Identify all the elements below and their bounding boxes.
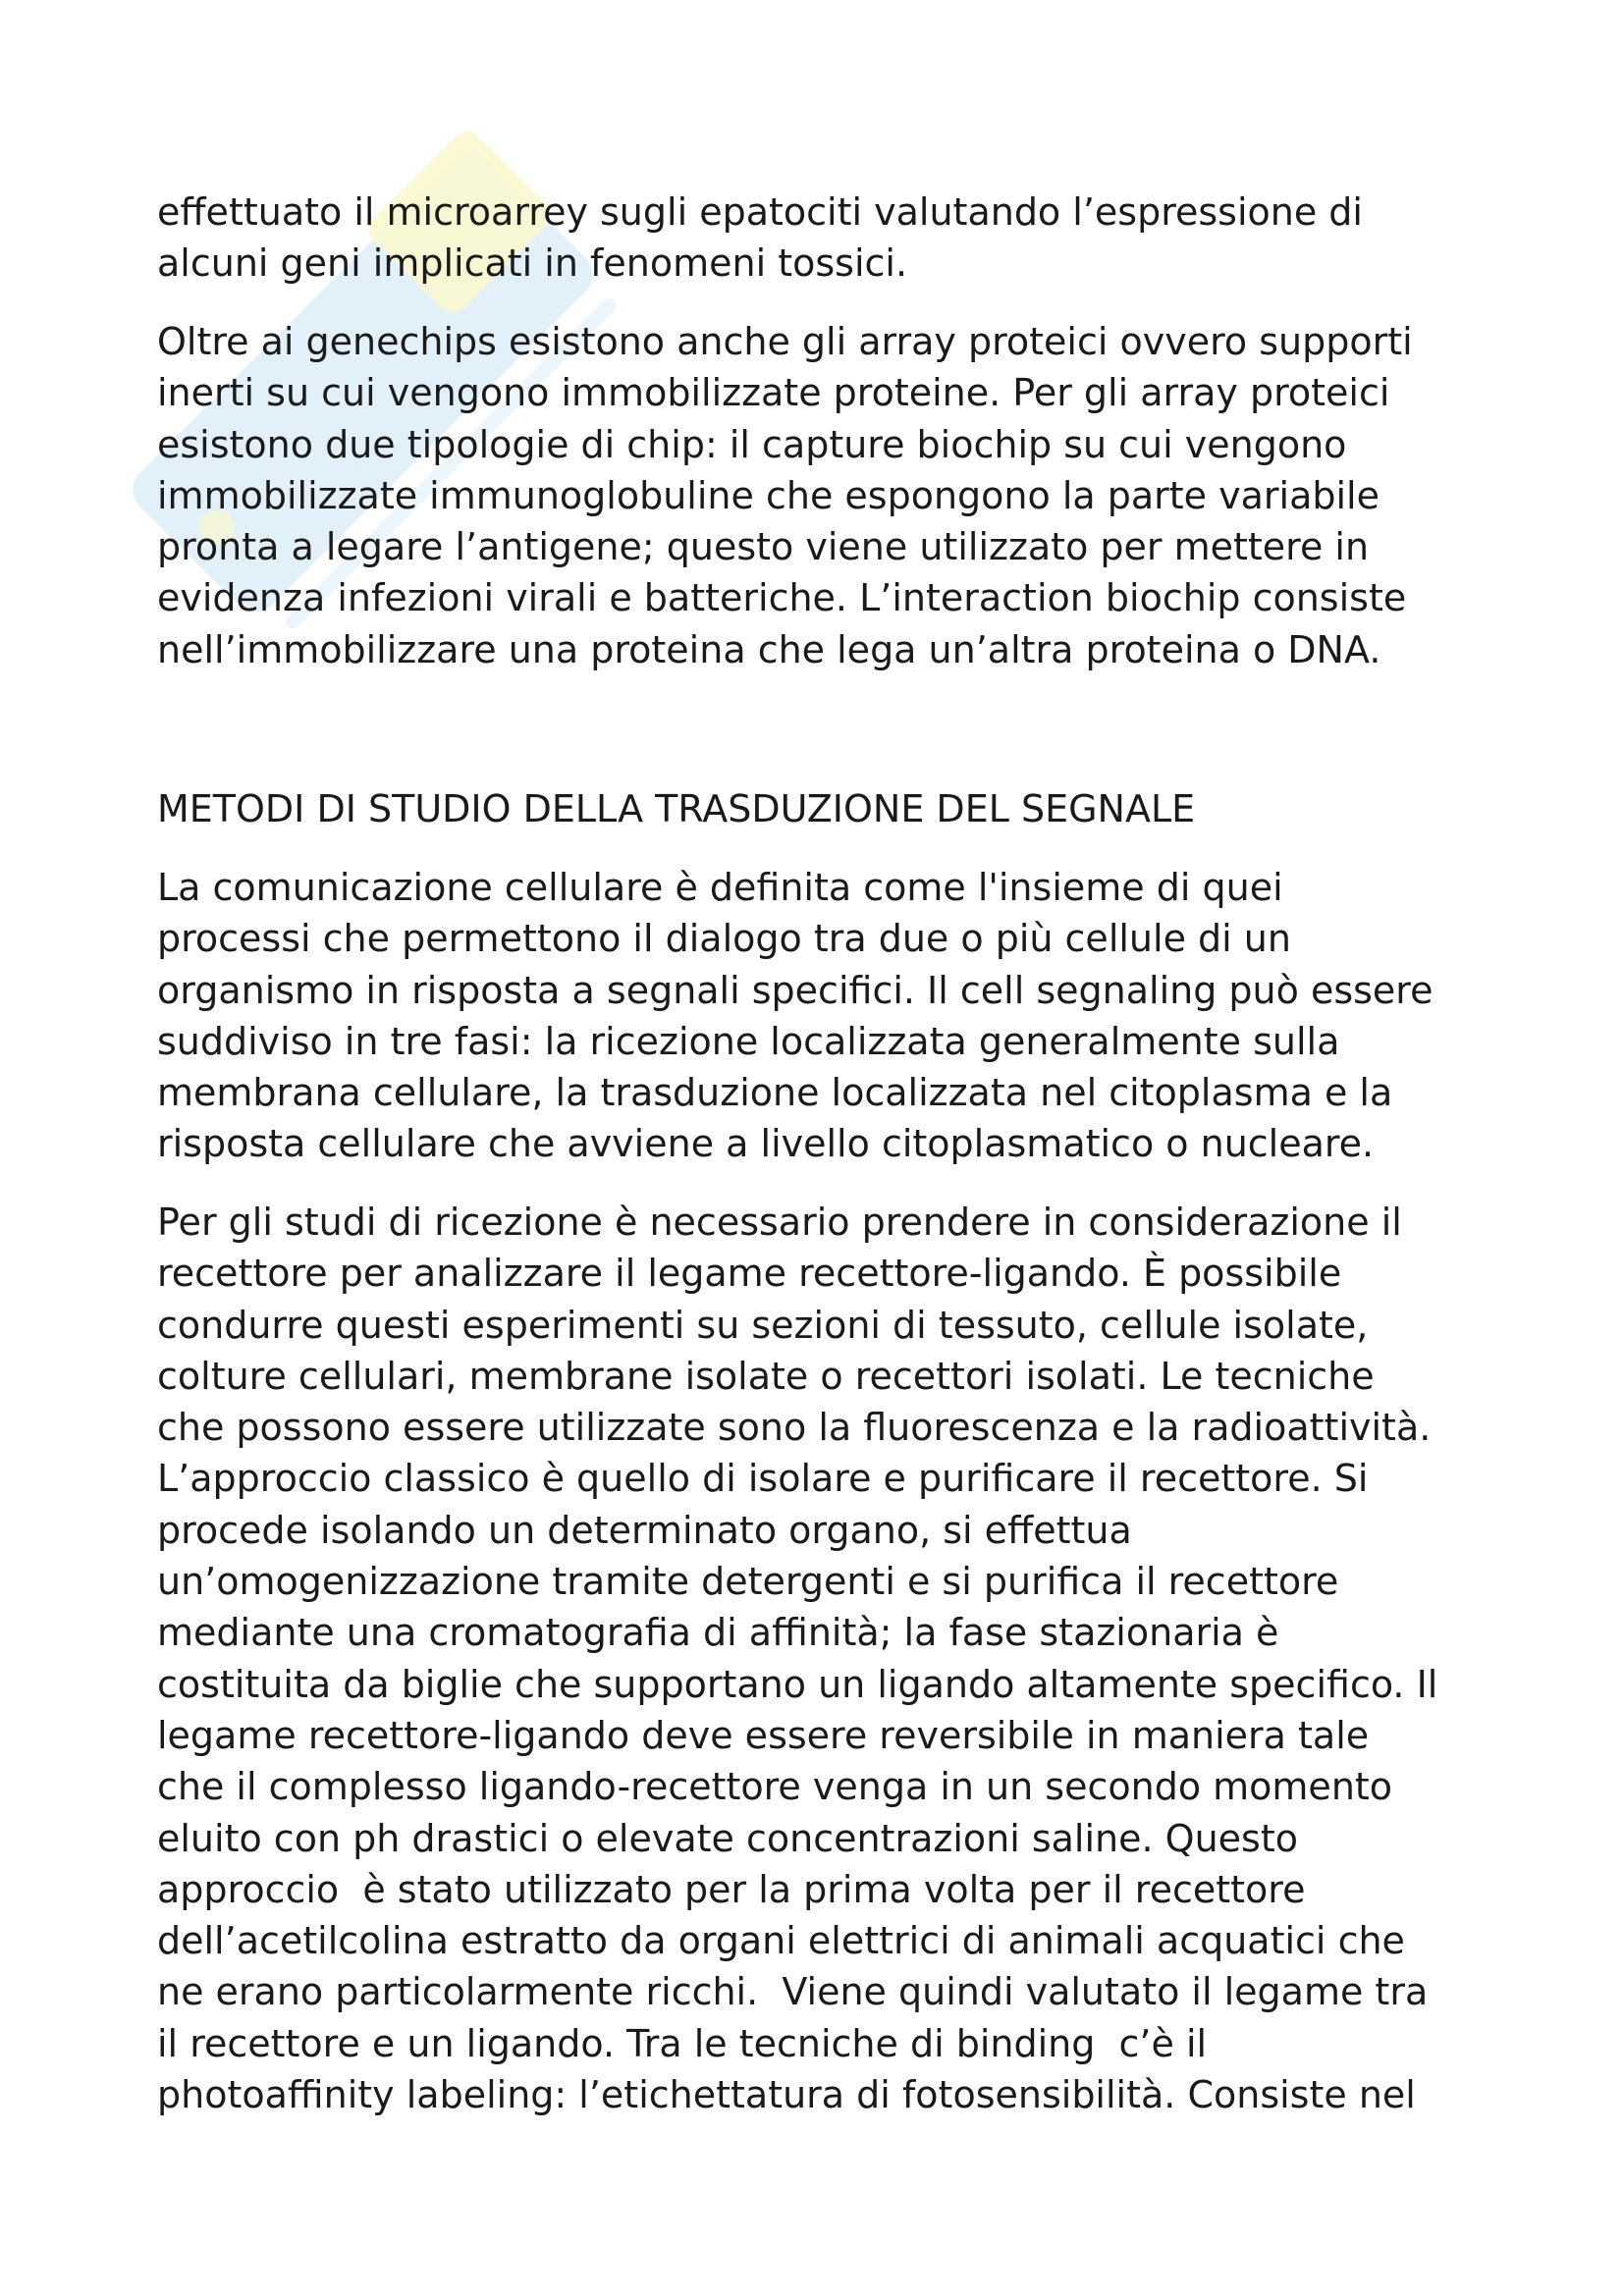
text-line: mediante una cromatografia di affinità; la fase stazionaria è — [157, 1611, 1279, 1655]
text-line: condurre questi esperimenti su sezioni di tessuto, cellule isolate, — [157, 1303, 1369, 1347]
paragraph-array-proteici — [157, 316, 1413, 675]
text-line: effettuato il microarrey sugli epatociti valutando l’espressione di — [157, 190, 1363, 234]
paragraph-studi-ricezione — [157, 1197, 1437, 2120]
text-line: suddiviso in tre fasi: la ricezione localizzata generalmente sulla — [157, 1019, 1340, 1063]
text-line: approccio è stato utilizzato per la prima volta per il recettore — [157, 1867, 1306, 1911]
text-line: pronta a legare l’antigene; questo viene utilizzato per mettere in — [157, 525, 1370, 569]
text-line: inerti su cui vengono immobilizzate proteine. Per gli array proteici — [157, 371, 1390, 415]
text-line: L’approccio classico è quello di isolare e purificare il recettore. Si — [157, 1457, 1369, 1501]
text-line: dell’acetilcolina estratto da organi elettrici di animali acquatici che — [157, 1919, 1405, 1963]
section-heading: METODI DI STUDIO DELLA TRASDUZIONE DEL SEGNALE — [157, 787, 1196, 830]
text-line: alcuni geni implicati in fenomeni tossici. — [157, 241, 908, 286]
text-line: un’omogenizzazione tramite detergenti e si purifica il recettore — [157, 1560, 1339, 1604]
text-line: organismo in risposta a segnali specifici. Il cell segnaling può essere — [157, 968, 1434, 1012]
text-line: costituita da biglie che supportano un ligando altamente specifico. Il — [157, 1662, 1438, 1706]
text-line: che il complesso ligando-recettore venga in un secondo momento — [157, 1765, 1393, 1809]
text-line: photoaffinity labeling: l’etichettatura di fotosensibilità. Consiste nel — [157, 2073, 1416, 2117]
text-line: ne erano particolarmente ricchi. Viene quindi valutato il legame tra — [157, 1970, 1429, 2014]
text-line: il recettore e un ligando. Tra le tecniche di binding c’è il — [157, 2021, 1208, 2065]
paragraph-comunicazione-cellulare — [157, 862, 1433, 1170]
text-line: processi che permettono il dialogo tra due o più cellule di un — [157, 917, 1291, 961]
text-line: membrana cellulare, la trasduzione localizzata nel citoplasma e la — [157, 1071, 1393, 1115]
text-line: La comunicazione cellulare è definita come l'insieme di quei — [157, 866, 1283, 909]
text-line: nell’immobilizzare una proteina che lega un’altra proteina o DNA. — [157, 627, 1381, 671]
text-line: che possono essere utilizzate sono la fluorescenza e la radioattività. — [157, 1406, 1432, 1450]
text-line: evidenza infezioni virali e batteriche. L’interaction biochip consiste — [157, 576, 1407, 620]
text-line: immobilizzate immunoglobuline che espongono la parte variabile — [157, 473, 1380, 517]
text-line: Oltre ai genechips esistono anche gli array proteici ovvero supporti — [157, 320, 1413, 363]
text-line: recettore per analizzare il legame recettore-ligando. È possibile — [157, 1252, 1342, 1296]
text-line: Per gli studi di ricezione è necessario prendere in considerazione il — [157, 1201, 1402, 1244]
text-line: esistono due tipologie di chip: il capture biochip su cui vengono — [157, 422, 1347, 466]
text-line: procede isolando un determinato organo, si effettua — [157, 1508, 1132, 1552]
text-line: risposta cellulare che avviene a livello citoplasmatico o nucleare. — [157, 1122, 1375, 1166]
text-line: colture cellulari, membrane isolate o recettori isolati. Le tecniche — [157, 1354, 1375, 1398]
text-line: eluito con ph drastici o elevate concentrazioni saline. Questo — [157, 1816, 1298, 1860]
paragraph-microarray — [157, 187, 1363, 290]
text-line: legame recettore-ligando deve essere reversibile in maniera tale — [157, 1713, 1370, 1757]
